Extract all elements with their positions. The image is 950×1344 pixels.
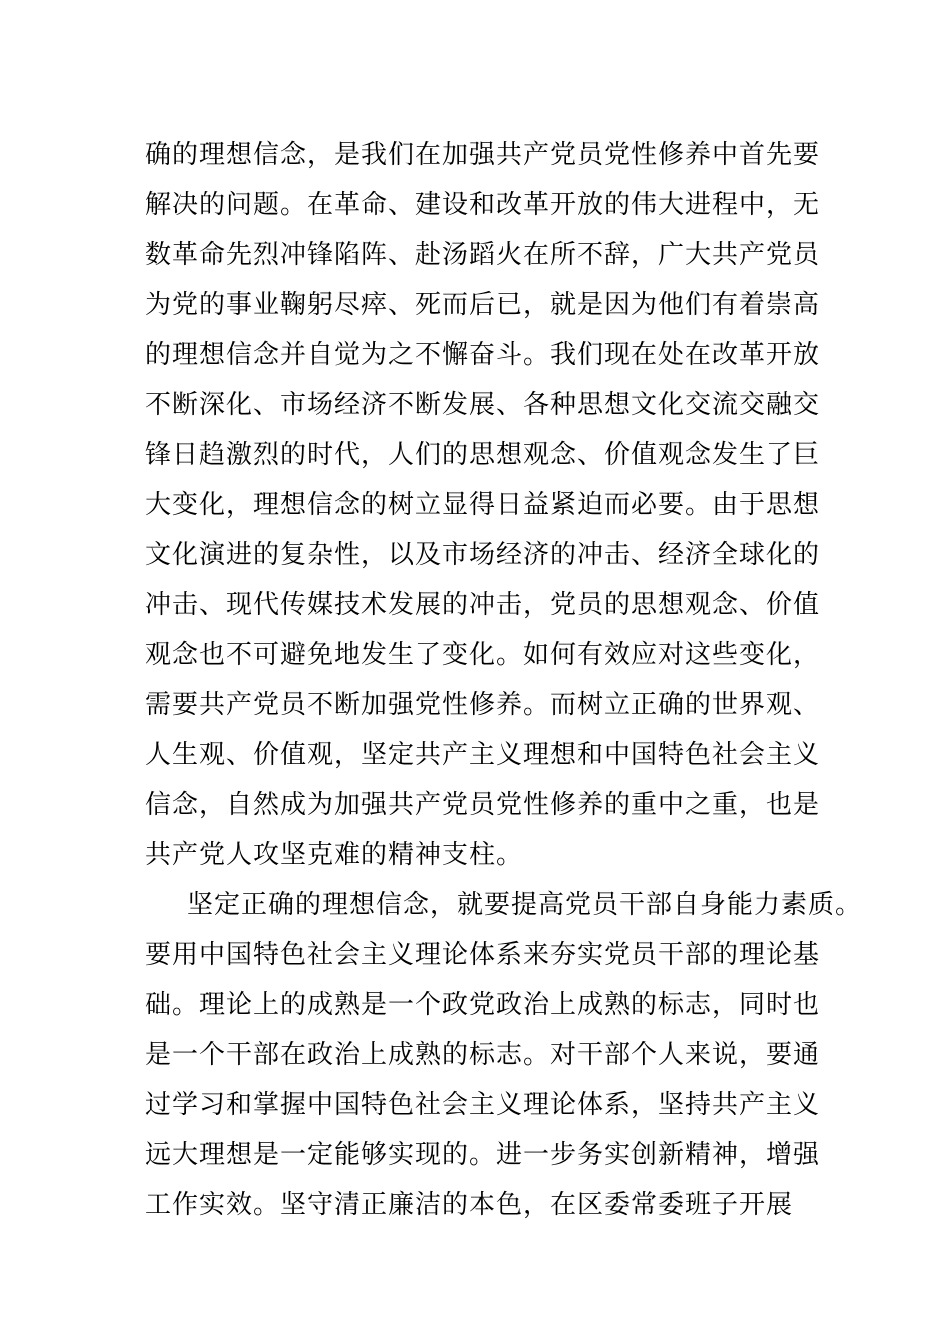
text-line: 锋日趋激烈的时代，人们的思想观念、价值观念发生了巨 [145,440,821,470]
text-line: 共产党人攻坚克难的精神支柱。 [145,840,524,870]
document-body [145,130,863,1230]
text-line: 不断深化、市场经济不断发展、各种思想文化交流交融交 [145,390,821,420]
text-line: 需要共产党员不断加强党性修养。而树立正确的世界观、 [145,690,821,720]
text-line: 是一个干部在政治上成熟的标志。对干部个人来说，要通 [145,1040,821,1070]
text-line: 为党的事业鞠躬尽瘁、死而后已，就是因为他们有着崇高 [145,290,821,320]
text-line: 过学习和掌握中国特色社会主义理论体系，坚持共产主义 [145,1090,821,1120]
text-line: 信念，自然成为加强共产党员党性修养的重中之重，也是 [145,790,821,820]
text-line: 工作实效。坚守清正廉洁的本色，在区委常委班子开展 [145,1190,794,1220]
text-line: 解决的问题。在革命、建设和改革开放的伟大进程中，无 [145,190,821,220]
text-line: 确的理想信念，是我们在加强共产党员党性修养中首先要 [145,140,821,170]
text-line: 冲击、现代传媒技术发展的冲击，党员的思想观念、价值 [145,590,821,620]
text-line: 的理想信念并自觉为之不懈奋斗。我们现在处在改革开放 [145,340,821,370]
text-line: 观念也不可避免地发生了变化。如何有效应对这些变化， [145,640,821,670]
text-line: 人生观、价值观，坚定共产主义理想和中国特色社会主义 [145,740,821,770]
text-line: 础。理论上的成熟是一个政党政治上成熟的标志，同时也 [145,990,821,1020]
text-line: 文化演进的复杂性，以及市场经济的冲击、经济全球化的 [145,540,821,570]
text-line: 远大理想是一定能够实现的。进一步务实创新精神，增强 [145,1140,821,1170]
text-line: 大变化，理想信念的树立显得日益紧迫而必要。由于思想 [145,490,821,520]
text-line: 数革命先烈冲锋陷阵、赴汤蹈火在所不辞，广大共产党员 [145,240,821,270]
text-line: 要用中国特色社会主义理论体系来夯实党员干部的理论基 [145,940,821,970]
text-line-indented: 坚定正确的理想信念，就要提高党员干部自身能力素质。 [187,890,863,920]
paragraph-2 [145,880,863,1230]
paragraph-1 [145,130,835,880]
